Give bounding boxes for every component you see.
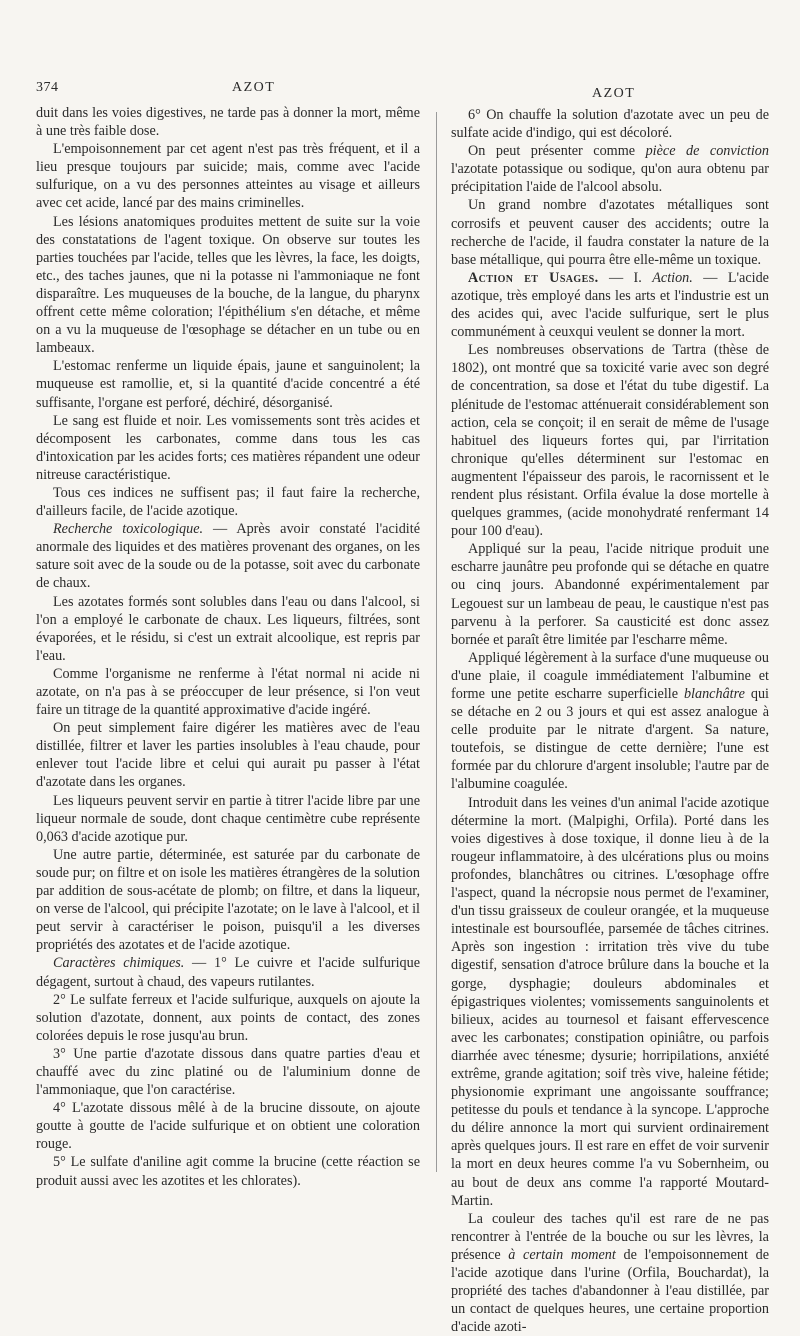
paragraph: 6° On chauffe la solution d'azotate avec un peu de sulfate acide d'indigo, qui est décoloré. (451, 107, 769, 142)
subsection-heading: Action. (652, 269, 693, 286)
paragraph: On peut simplement faire digérer les matières avec de l'eau distillée, filtrer et laver les parties insolubles à l'eau chaude, pour enlever tout l'acide libre et celui qui aurait pu passer à l'état d'azotate dans les organes. (36, 720, 420, 791)
paragraph (36, 954, 420, 990)
paragraph: Une autre partie, déterminée, est saturée par du carbonate de soude pur; on filtre et on isole les matières étrangères de la solution par addition de sous-acétate de plomb; on filtre, et dans la liqueur, on verse de l'alcool, qui précipite l'azotate; on le lave à l'alcool, et il peut servir à caractériser le poison, puisqu'il a les diverses propriétés des azotates et de l'acide azotique. (36, 846, 420, 954)
paragraph-text: Appliqué légèrement à la surface d'une muqueuse ou d'une plaie, il coagule immédiatement l'albumine et forme une petite escharre superficielle (451, 649, 769, 702)
paragraph (451, 1210, 769, 1336)
section-heading: Caractères chimiques. (53, 955, 185, 972)
paragraph: Les azotates formés sont solubles dans l'eau ou dans l'alcool, si l'on a employé le carbonate de chaux. Les liqueurs, filtrées, sont évaporées, et le résidu, si c'est un extrait alcoolique, est repris par l'eau. (36, 593, 420, 664)
paragraph-text: qui se détache en 2 ou 3 jours et qui est assez analogue à celle produite par le nitrate d'argent. Sa nature, toutefois, se distingue de cette dernière; l'une est formée par du chlorure d'argent insoluble; l'autre par de l'albumine coagulée. (451, 686, 769, 793)
paragraph-text: — L'acide azotique, très employé dans les arts et l'industrie est un des acides qui, avec l'acide sulfurique, sert le plus communément à ceuxqui veulent se donner la mort. (451, 269, 769, 341)
page-number: 374 (36, 80, 59, 95)
paragraph: Comme l'organisme ne renferme à l'état normal ni acide ni azotate, on n'a pas à se préoccuper de leur présence, si l'on veut faire un titrage de la quantité approximative d'acide ingéré. (36, 665, 420, 719)
paragraph: Un grand nombre d'azotates métalliques sont corrosifs et peuvent causer des accidents; outre la recherche de l'acide, il faudra constater la nature de la base métallique, qui pourra être elle-même un toxique. (451, 197, 769, 268)
paragraph: Les nombreuses observations de Tartra (thèse de 1802), ont montré que sa toxicité varie avec son degré de concentration, sa dose et l'état du tube digestif. La plénitude de l'estomac atténuerait considérablement son action, cela se conçoit; il en serait de même de l'usage habituel des liqueurs fortes qui, par l'irritation chronique qu'elles déterminent sur l'estomac en augmentent l'épaisseur des parois, le racornissent et le rendent plus résistant. Orfila évalue la dose mortelle à quelques grammes, (acide monohydraté renfermant 14 pour 100 d'eau). (451, 342, 769, 540)
section-heading: Action et Usages. (468, 269, 599, 286)
running-head-left: AZOT (232, 80, 276, 95)
paragraph-text: l'azotate potassique ou sodique, qu'on aura obtenu par précipitation l'aide de l'alcool absolu. (451, 161, 769, 196)
paragraph: duit dans les voies digestives, ne tarde pas à donner la mort, même à une très faible dose. (36, 105, 420, 140)
right-column (451, 106, 769, 1336)
paragraph: 2° Le sulfate ferreux et l'acide sulfurique, auxquels on ajoute la solution d'azotate, donnent, aux points de contact, des zones colorées depuis le rose jusqu'au brun. (36, 991, 420, 1044)
paragraph: 5° Le sulfate d'aniline agit comme la brucine (cette réaction se produit aussi avec les azotites et les chlorates). (36, 1154, 420, 1189)
running-head-right: AZOT (592, 86, 636, 101)
emphasis: blanchâtre (683, 686, 745, 702)
paragraph: Le sang est fluide et noir. Les vomissements sont très acides et décomposent les carbonates, comme dans tous les cas d'intoxication par les acides forts; ces matières répandent une odeur nitreuse caractéristique. (36, 412, 420, 483)
paragraph (451, 142, 769, 196)
paragraph: Les liqueurs peuvent servir en partie à titrer l'acide libre par une liqueur normale de soude, dont chaque centimètre cube représente 0,063 d'acide azotique pur. (36, 792, 420, 845)
paragraph-text: La couleur des taches qu'il est rare de ne pas rencontrer à l'entrée de la bouche ou sur les lèvres, la présence (451, 1210, 769, 1263)
emphasis: à certain moment (508, 1246, 616, 1263)
paragraph (36, 520, 420, 592)
paragraph: 4° L'azotate dissous mêlé à de la brucine dissoute, on ajoute goutte à goutte de l'acide sulfurique et on obtient une coloration rouge. (36, 1100, 420, 1153)
paragraph-text: — Après avoir constaté l'acidité anormale des liquides et des matières provenant des organes, on les sature soit avec de la soude ou de la potasse, soit avec du carbonate de chaux. (36, 521, 420, 592)
paragraph-text: — 1° Le cuivre et l'acide sulfurique dégagent, surtout à chaud, des vapeurs rutilantes. (36, 955, 420, 990)
paragraph-text: de l'empoisonnement de l'acide azotique dans l'urine (Orfila, Bouchardat), la propriété des taches d'abandonner à l'eau distillée, par un contact de quelques heures, une certaine proportion d'acide azoti- (451, 1246, 769, 1336)
paragraph (451, 649, 769, 794)
paragraph: Introduit dans les veines d'un animal l'acide azotique détermine la mort. (Malpighi, Orfila). Porté dans les voies digestives à dose toxique, il donne lieu à de la rougeur inflammatoire, à des ulcérations plus ou moins profondes, blanchâtres ou citrines. L'œsophage offre l'aspect, quand la nécropsie nous permet de l'examiner, d'un tissu graisseux de couleur orangée, et la muqueuse intestinale est boursouflée, parsemée de tâches citrines. Après son ingestion : irritation très vive du tube digestif, sensation d'atroce brûlure dans la bouche et la gorge, dysphagie; douleurs abdominales et épigastriques violentes; vomissements sanguinolents et bilieux, acides au tournesol et faisant effervescence avec les carbonates; constipation opiniâtre, ou parfois diarrhée avec ténesme; dysurie; horripilations, anxiété extrême, grande agitation; soif très vive, haleine fétide; physionomie exprimant une angoissante souffrance; petitesse du pouls et tendance à la syncope. L'approche du délire annonce la mort qui survient ordinairement après quelques jours. Il est rare en effet de voir survenir la mort en deux heures comme l'a vu Sobernheim, ou au bout de deux ans comme l'a rapporté Moutard-Martin. (451, 794, 769, 1209)
column-divider (436, 112, 437, 1172)
emphasis: pièce de conviction (645, 143, 769, 160)
paragraph (451, 269, 769, 341)
paragraph: Tous ces indices ne suffisent pas; il faut faire la recherche, d'ailleurs facile, de l'acide azotique. (36, 484, 420, 520)
paragraph-text: On peut présenter comme (468, 143, 646, 160)
paragraph: Les lésions anatomiques produites mettent de suite sur la voie des constatations de l'agent toxique. On observe sur toutes les parties touchées par l'acide, telles que les lèvres, la face, les doigts, etc., des taches jaunes, que ni la potasse ni l'ammoniaque ne font disparaître. Les muqueuses de la bouche, de la langue, du pharynx offrent cette même coloration; l'épithélium s'en détache, et même on a vu la muqueuse de l'œsophage se détacher en un tube ou en lambeaux. (36, 213, 420, 357)
left-column (36, 104, 420, 1190)
paragraph-text: — I. (598, 269, 653, 286)
section-heading: Recherche toxicologique. (53, 521, 204, 538)
paragraph: 3° Une partie d'azotate dissous dans quatre parties d'eau et chauffé avec du zinc platiné ou de l'aluminium donne de l'ammoniaque, que l'on caractérise. (36, 1045, 420, 1099)
paragraph: L'estomac renferme un liquide épais, jaune et sanguinolent; la muqueuse est ramollie, et, si la quantité d'acide concentré a été suffisante, l'organe est perforé, déchiré, désorganisé. (36, 358, 420, 411)
paragraph: Appliqué sur la peau, l'acide nitrique produit une escharre jaunâtre peu profonde qui se détache en quatre ou cinq jours. Abandonné expérimentalement par Legouest sur un lambeau de peau, le caustique n'est pas parvenu à la perforer. Sa causticité est donc assez bornée et paraît être limitée par l'escharre même. (451, 541, 769, 648)
paragraph: L'empoisonnement par cet agent n'est pas très fréquent, et il a lieu presque toujours par suicide; mais, comme avec l'acide sulfurique, on a vu des personnes atteintes au visage et ailleurs avec cet acide, lancé par des mains criminelles. (36, 141, 420, 212)
